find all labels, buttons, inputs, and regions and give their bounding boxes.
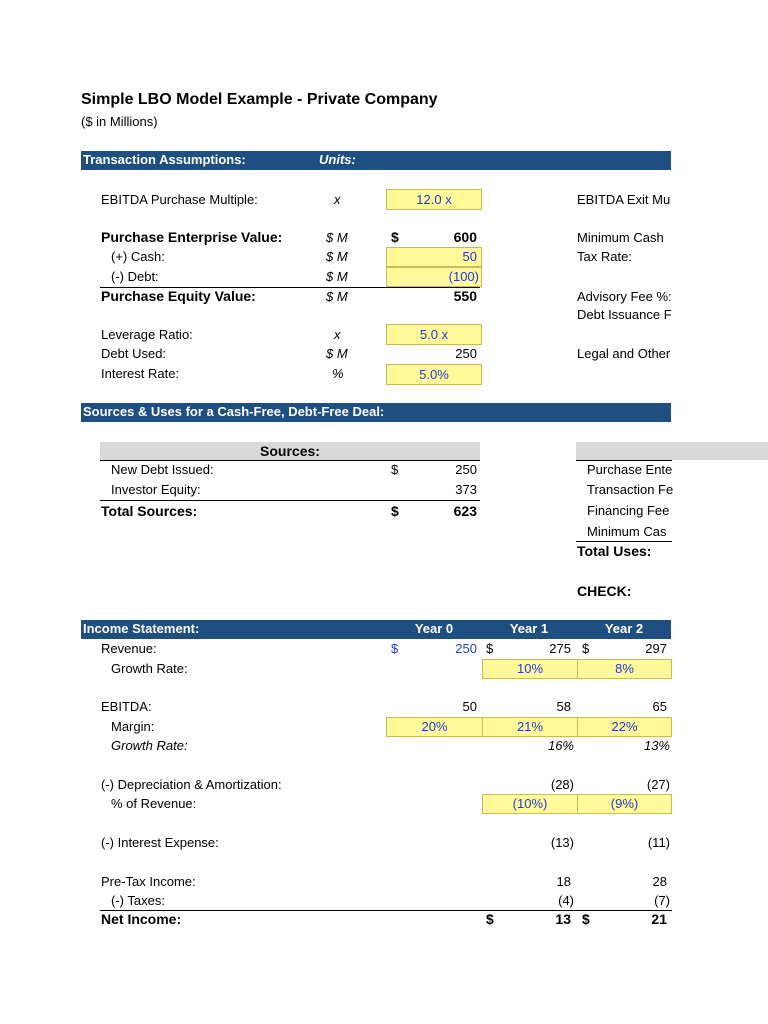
sources-uses-header-label: Sources & Uses for a Cash-Free, Debt-Free Deal: (83, 404, 385, 419)
revenue-y2: 297 (645, 641, 667, 656)
debt-input[interactable]: (100) (386, 267, 482, 287)
margin-y0[interactable]: 20% (386, 717, 483, 737)
transaction-assumptions-header (81, 151, 671, 170)
ebitda-multiple-input[interactable]: 12.0 x (386, 189, 482, 210)
income-header-label: Income Statement: (83, 621, 200, 636)
taxes-y1: (4) (558, 893, 574, 908)
da-label: (-) Depreciation & Amortization: (101, 777, 282, 792)
ebitda-multiple-label: EBITDA Purchase Multiple: (101, 192, 258, 207)
advisory-fee-label: Advisory Fee %: (577, 289, 672, 304)
margin-label: Margin: (111, 719, 155, 734)
net-income-label: Net Income: (101, 911, 182, 927)
uses-purchase-label: Purchase Ente (587, 462, 673, 477)
check-label: CHECK: (577, 583, 632, 599)
purchase-ev-unit: $ M (326, 230, 348, 245)
revenue-growth-label: Growth Rate: (111, 661, 188, 676)
cash-unit: $ M (326, 249, 348, 264)
revenue-growth-y1[interactable]: 10% (482, 659, 578, 679)
ebitda-y2: 65 (652, 699, 667, 714)
new-debt-dollar: $ (391, 462, 399, 477)
sources-uses-header (81, 403, 671, 422)
debt-issuance-label: Debt Issuance F (577, 307, 672, 322)
total-sources-label: Total Sources: (101, 503, 198, 519)
year-0-header: Year 0 (414, 621, 454, 636)
leverage-ratio-label: Leverage Ratio: (101, 327, 193, 342)
purchase-ev-dollar: $ (391, 229, 399, 245)
year-1-header: Year 1 (509, 621, 549, 636)
interest-expense-y1: (13) (550, 835, 574, 850)
transaction-header-label: Transaction Assumptions: (83, 152, 246, 167)
cash-input[interactable]: 50 (386, 247, 482, 267)
total-sources-value: 623 (453, 503, 477, 519)
new-debt-value: 250 (455, 462, 477, 477)
da-y2: (27) (646, 777, 670, 792)
da-pct-y2[interactable]: (9%) (577, 794, 672, 814)
margin-y2[interactable]: 22% (577, 717, 672, 737)
total-uses-divider (576, 541, 672, 542)
net-income-y1: 13 (555, 911, 571, 927)
year-2-header: Year 2 (604, 621, 644, 636)
purchase-equity-unit: $ M (326, 289, 348, 304)
purchase-ev-label: Purchase Enterprise Value: (101, 229, 283, 245)
uses-min-cash-label: Minimum Cas (587, 524, 667, 539)
pretax-income-y1: 18 (556, 874, 571, 889)
interest-rate-label: Interest Rate: (101, 366, 180, 381)
da-y1: (28) (550, 777, 574, 792)
interest-rate-unit: % (332, 366, 344, 381)
net-income-y2: 21 (651, 911, 667, 927)
purchase-ev-value: 600 (453, 229, 477, 245)
ebitda-y0: 50 (462, 699, 477, 714)
debt-used-label: Debt Used: (101, 346, 167, 361)
net-income-dollar-y2: $ (582, 911, 590, 927)
leverage-ratio-input[interactable]: 5.0 x (386, 324, 482, 345)
new-debt-label: New Debt Issued: (111, 462, 214, 477)
ebitda-y1: 58 (556, 699, 571, 714)
taxes-y2: (7) (654, 893, 670, 908)
revenue-y1: 275 (549, 641, 571, 656)
uses-financing-label: Financing Fee (587, 503, 670, 518)
interest-expense-label: (-) Interest Expense: (101, 835, 219, 850)
revenue-growth-y2[interactable]: 8% (577, 659, 672, 679)
total-uses-label: Total Uses: (577, 543, 652, 559)
ebitda-exit-multiple-label: EBITDA Exit Mu (577, 192, 671, 207)
revenue-dollar-y1: $ (486, 641, 494, 656)
page-title: Simple LBO Model Example - Private Company (81, 91, 438, 108)
revenue-y0[interactable]: 250 (455, 641, 477, 656)
pretax-income-label: Pre-Tax Income: (101, 874, 196, 889)
total-sources-divider (100, 500, 480, 501)
page-subtitle: ($ in Millions) (81, 114, 158, 129)
revenue-dollar-y0: $ (391, 641, 399, 656)
minimum-cash-label: Minimum Cash (577, 230, 664, 245)
investor-equity-label: Investor Equity: (111, 482, 201, 497)
debt-used-unit: $ M (326, 346, 348, 361)
debt-unit: $ M (326, 269, 348, 284)
revenue-dollar-y2: $ (582, 641, 590, 656)
interest-rate-input[interactable]: 5.0% (386, 364, 482, 385)
da-pct-label: % of Revenue: (111, 796, 197, 811)
uses-transaction-label: Transaction Fe (587, 482, 674, 497)
ebitda-multiple-unit: x (334, 192, 341, 207)
debt-used-value: 250 (455, 346, 477, 361)
investor-equity-value: 373 (455, 482, 477, 497)
revenue-label: Revenue: (101, 641, 157, 656)
purchase-equity-value: 550 (453, 288, 477, 304)
ebitda-label: EBITDA: (101, 699, 152, 714)
margin-y1[interactable]: 21% (482, 717, 578, 737)
sources-title-underline (100, 460, 480, 461)
cash-label: (+) Cash: (111, 249, 165, 264)
leverage-ratio-unit: x (334, 327, 341, 342)
ebitda-growth-label: Growth Rate: (111, 738, 188, 753)
ebitda-growth-y1: 16% (547, 738, 574, 753)
da-pct-y1[interactable]: (10%) (482, 794, 578, 814)
total-sources-dollar: $ (391, 503, 399, 519)
tax-rate-label: Tax Rate: (577, 249, 632, 264)
uses-title-bar (576, 442, 768, 460)
net-income-dollar-y1: $ (486, 911, 494, 927)
income-statement-header (81, 620, 671, 639)
ebitda-growth-y2: 13% (643, 738, 670, 753)
units-header-label: Units: (319, 152, 356, 167)
purchase-equity-label: Purchase Equity Value: (101, 288, 256, 304)
sources-title: Sources: (260, 443, 320, 459)
uses-title-underline (576, 460, 672, 461)
pretax-income-y2: 28 (652, 874, 667, 889)
interest-expense-y2: (11) (647, 835, 670, 850)
legal-other-label: Legal and Other (577, 346, 671, 361)
debt-label: (-) Debt: (111, 269, 159, 284)
taxes-label: (-) Taxes: (111, 893, 165, 908)
